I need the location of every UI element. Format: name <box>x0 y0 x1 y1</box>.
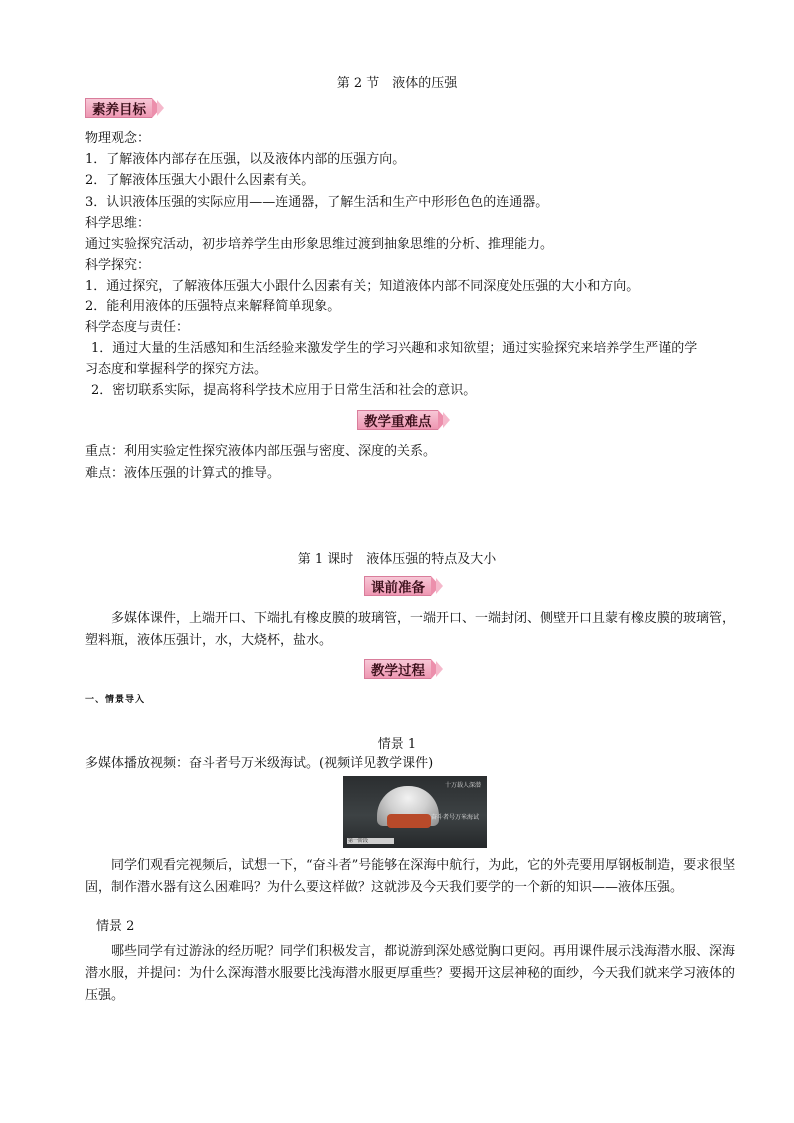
key-points-banner-label: 教学重难点 <box>357 410 438 430</box>
section-title: 第 2 节 液体的压强 <box>336 76 458 91</box>
process-banner-label: 教学过程 <box>364 659 431 679</box>
scientific-inquiry-heading: 科学探究： <box>85 258 151 273</box>
video-bar-label: 第一阶段 <box>347 838 394 844</box>
key-points-banner <box>357 409 450 431</box>
attitude-item2: 2．密切联系实际，提高将科学技术应用于日常生活和社会的意识。 <box>91 383 477 398</box>
scene1-paragraph: 同学们观看完视频后，试想一下，“奋斗者”号能够在深海中航行，为此，它的外壳要用厚钢板制造，要求很坚固，制作潜水器有这么困难吗？为什么要这样做？这就涉及今天我们要学的一个新的知识——液体压强。 <box>85 858 736 895</box>
physics-concept-item: 3．认识液体压强的实际应用——连通器，了解生活和生产中形形色色的连通器。 <box>85 195 549 210</box>
submarine-base <box>387 814 431 828</box>
prep-banner <box>364 575 443 597</box>
scientific-inquiry-item: 1．通过探究，了解液体压强大小跟什么因素有关；知道液体内部不同深度处压强的大小和方向。 <box>85 279 640 294</box>
goals-banner-label: 素养目标 <box>85 98 152 118</box>
video-caption: 奋斗者号万米海试 <box>430 814 479 821</box>
video-logo: 十万载人深潜 <box>444 782 481 789</box>
physics-concept-item: 2．了解液体压强大小跟什么因素有关。 <box>85 173 315 188</box>
banner-arrow-icon <box>157 100 164 116</box>
video-thumbnail[interactable] <box>343 776 487 848</box>
goals-banner <box>85 97 164 119</box>
attitude-item1-line1: 1．通过大量的生活感知和生活经验来激发学生的学习兴趣和求知欲望；通过实验探究来培养学生严谨的学 <box>91 341 698 356</box>
prep-paragraph: 多媒体课件，上端开口、下端扎有橡皮膜的玻璃管，一端开口、一端封闭、侧壁开口且蒙有橡皮膜的玻璃管，塑料瓶，液体压强计，水，大烧杯，盐水。 <box>85 611 736 648</box>
scene2-paragraph: 哪些同学有过游泳的经历呢？同学们积极发言，都说游到深处感觉胸口更闷。再用课件展示浅海潜水服、深海潜水服，并提问：为什么深海潜水服要比浅海潜水服更厚重些？要揭开这层神秘的面纱，今天我们就来学习液体的压强。 <box>85 944 736 1003</box>
scene1-title: 情景 1 <box>377 737 417 752</box>
banner-arrow-icon <box>436 661 443 677</box>
scientific-inquiry-item: 2．能利用液体的压强特点来解释简单现象。 <box>85 299 341 314</box>
physics-concept-heading: 物理观念： <box>85 131 151 146</box>
lesson-title: 第 1 课时 液体压强的特点及大小 <box>297 552 497 567</box>
banner-arrow-icon <box>443 412 450 428</box>
attitude-heading: 科学态度与责任： <box>85 320 190 335</box>
key-point-focus: 重点：利用实验定性探究液体内部压强与密度、深度的关系。 <box>85 444 437 459</box>
process-banner <box>364 658 443 680</box>
scene2-title: 情景 2 <box>96 919 135 934</box>
scene1-line: 多媒体播放视频：奋斗者号万米级海试。(视频详见教学课件) <box>85 756 434 771</box>
prep-banner-label: 课前准备 <box>364 576 431 596</box>
physics-concept-item: 1．了解液体内部存在压强，以及液体内部的压强方向。 <box>85 152 406 167</box>
banner-arrow-icon <box>436 578 443 594</box>
part1-heading: 一、情景导入 <box>85 695 146 705</box>
scientific-thinking-heading: 科学思维： <box>85 216 151 231</box>
attitude-item1-line2: 习态度和掌握科学的探究方法。 <box>85 362 268 377</box>
key-point-difficulty: 难点：液体压强的计算式的推导。 <box>85 466 281 481</box>
scientific-thinking-item: 通过实验探究活动，初步培养学生由形象思维过渡到抽象思维的分析、推理能力。 <box>85 237 554 252</box>
